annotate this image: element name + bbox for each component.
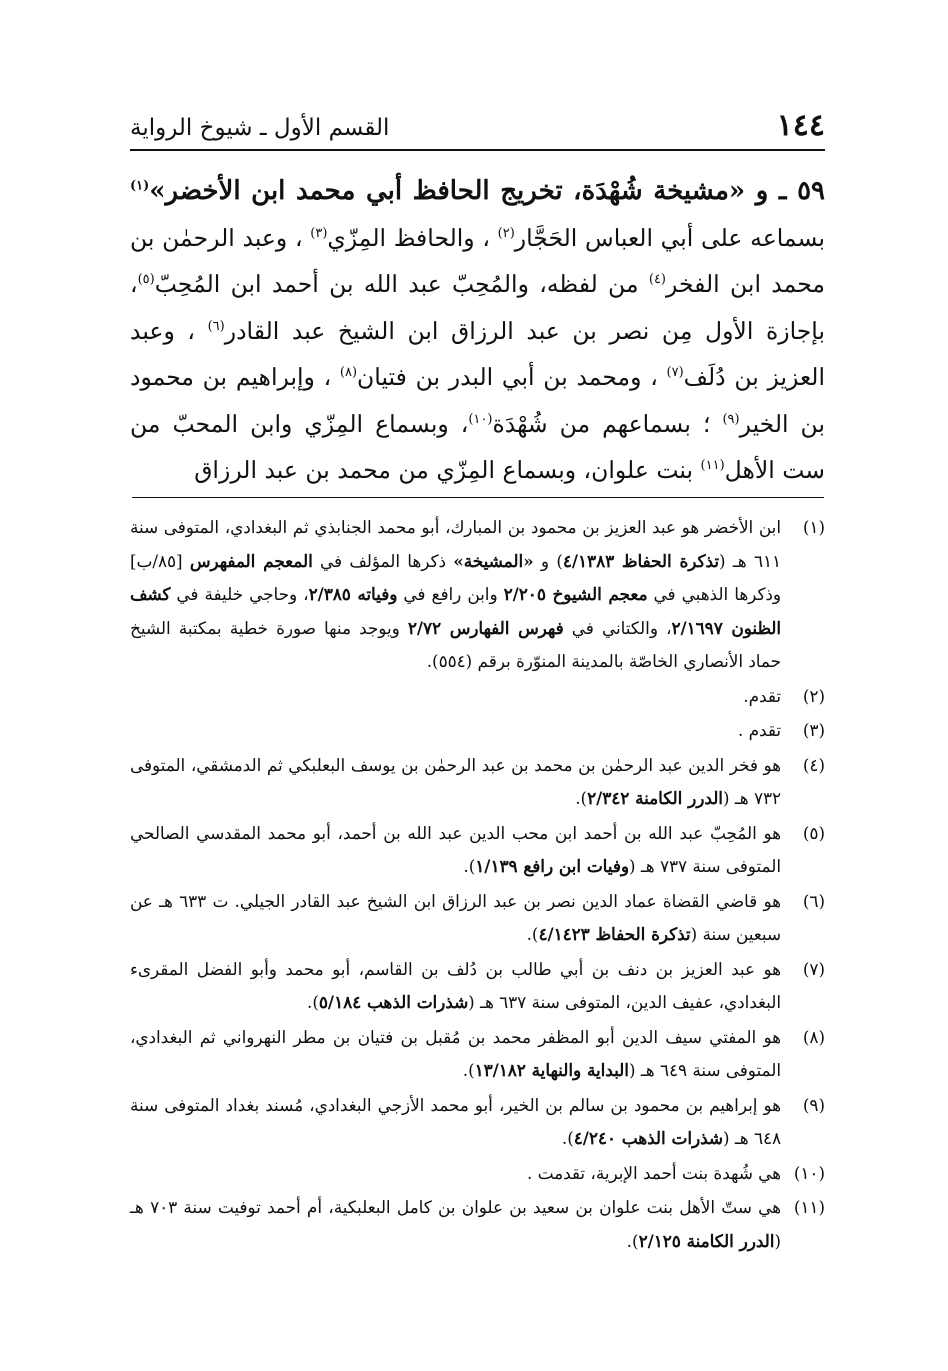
footnote	[130, 714, 825, 748]
footnote-text	[130, 885, 781, 952]
footnote-text-run: هو عبد العزيز بن دنف بن أبي طالب بن دُلف بن القاسم، أبو محمد وأبو الفضل المقرىء البغدادي، عفيف الدين، المتوفى سنة ٦٣٧ هـ (	[130, 958, 781, 1012]
footnote-citation: البداية والنهاية ١٣/١٨٢	[474, 1060, 629, 1080]
entry-text-run: بنت علوان، وبسماع المِزّي من محمد بن عبد الرزاق	[194, 456, 701, 484]
footnote-ref[interactable]: (٨)	[339, 365, 358, 381]
footnote-citation: الدرر الكامنة ٢/١٢٥	[638, 1230, 775, 1251]
footnote-citation: الدرر الكامنة ٢/٣٤٢	[587, 788, 723, 808]
running-title: القسم الأول ـ شيوخ الرواية	[130, 115, 390, 141]
footnote-citation: شذرات الذهب ٥/١٨٤	[318, 992, 469, 1012]
footnote-number: (٥)	[802, 822, 825, 843]
footnote-text-run: [٨٥/ب] وذكرها الذهبي في	[130, 550, 782, 604]
entry-body	[130, 224, 825, 485]
footnote-number: (٧)	[802, 958, 825, 979]
footnote-text	[130, 817, 781, 884]
footnote-text-run: ).	[463, 856, 476, 876]
footnote-number: (٦)	[802, 890, 825, 911]
entry-text-run: ، ومحمد بن أبي البدر بن فتيان	[357, 363, 667, 391]
footnote-text	[130, 1191, 781, 1258]
footnote	[130, 511, 825, 679]
footnote-ref[interactable]: (٧)	[666, 365, 684, 381]
entry-text-run: ، وعبد الرحمٰن بن محمد ابن الفخر	[130, 223, 825, 298]
footnote-text	[130, 511, 781, 679]
entry-text-run: من لفظه، والمُحِبّ عبد الله بن أحمد ابن المُحِبّ	[154, 270, 649, 298]
footnote-number: (١١)	[793, 1197, 825, 1217]
footnote	[130, 1157, 825, 1191]
footnote-citation: وفيات ابن رافع ١/١٣٩	[475, 856, 629, 876]
page-number: ١٤٤	[776, 108, 825, 143]
footnote-citation: فهرس الفهارس ٢/٧٢	[407, 617, 564, 638]
footnote-text-run: ذكرها المؤلف في	[312, 550, 454, 571]
footnote-number: (٣)	[802, 720, 825, 740]
footnote-text	[130, 714, 781, 748]
entry-text-run: ، وعبد العزيز بن دُلَف	[130, 316, 825, 391]
footnote	[130, 953, 825, 1020]
footnote-ref[interactable]: (٢)	[497, 225, 515, 241]
footnote-ref[interactable]: (٦)	[207, 318, 225, 334]
page-header	[130, 105, 825, 151]
footnote-text-run: ).	[626, 1230, 639, 1251]
footnote-text-run: هي ستّ الأهل بنت علوان بن سعيد بن علوان بن كامل البعلبكية، أم أحمد توفيت سنة ٧٠٣ هـ (	[130, 1197, 781, 1251]
footnote-text-run: ).	[462, 1060, 475, 1080]
footnote-number: (٤)	[802, 754, 825, 775]
footnote-ref[interactable]: (٣)	[310, 225, 328, 241]
footnote	[130, 885, 825, 952]
footnote-text-run: هو فخر الدين عبد الرحمٰن بن محمد بن عبد الرحمٰن بن يوسف البعلبكي ثم الدمشقي، المتوفى ٧٣٢ هـ (	[130, 754, 781, 808]
footnote-text-run: ، والكتاني في	[563, 617, 672, 638]
entry-paragraph	[130, 168, 825, 494]
entry-text-run: ، وبسماع المِزّي وابن المحبّ من ست الأهل	[130, 409, 825, 484]
footnote	[130, 680, 825, 714]
footnote-citation: معجم الشيوخ ٢/٢٠٥	[503, 584, 648, 604]
footnote-text-run: ، وحاجي خليفة في	[170, 584, 309, 604]
footnote-text-run: تقدم.	[743, 685, 781, 706]
footnote-text	[130, 953, 781, 1020]
footnote-number: (١)	[802, 517, 825, 537]
footnote-text-run: وابن رافع في	[397, 584, 504, 604]
footnote-citation: «المشيخة»	[453, 550, 534, 571]
footnote	[130, 749, 825, 816]
footnote-text-run: ).	[575, 788, 588, 808]
footnotes-section	[130, 511, 825, 1259]
footnote-text-run: هو قاضي القضاة عماد الدين نصر بن عبد الرزاق ابن الشيخ عبد القادر الجيلي. ت ٦٣٣ هـ عن سبعين سنة (	[130, 890, 781, 944]
footnote-ref[interactable]: (١١)	[700, 458, 725, 474]
footnote-ref[interactable]: (٩)	[722, 411, 740, 427]
footnote	[130, 1089, 825, 1156]
footnote-text	[130, 1089, 781, 1156]
footnote-citation: وفياته ٢/٣٨٥	[308, 584, 398, 604]
entry-text-run: ، والحافظ المِزّي	[327, 223, 498, 252]
footnote-citation: كشف الظنون ٢/١٦٩٧	[130, 584, 781, 638]
footnote	[130, 817, 825, 884]
entry-text-run: ، بإجازة الأول مِن نصر بن عبد الرزاق ابن الشيخ عبد القادر	[130, 270, 826, 345]
footnote-text-run: ).	[561, 1128, 574, 1148]
footnote-ref[interactable]: (١٠)	[468, 411, 493, 427]
footnote-ref[interactable]: (٤)	[648, 272, 666, 288]
footnote-text-run: هو إبراهيم بن محمود بن سالم بن الخير، أبو محمد الأزجي البغدادي، مُسند بغداد المتوفى سنة ٦٤٨ هـ (	[130, 1094, 781, 1148]
footnote-ref[interactable]: (٥)	[137, 272, 155, 288]
entry-text-run: ، وإبراهيم بن محمود بن الخير	[130, 363, 825, 438]
footnote-text-run: ) و	[533, 550, 563, 571]
entry-heading-text: ٥٩ ـ و «مشيخة شُهْدَة، تخريج الحافظ أبي محمد ابن الأخضر»	[149, 176, 825, 206]
footnote-number: (١٠)	[793, 1162, 825, 1183]
entry-heading-footnote-ref[interactable]: (١)	[130, 178, 150, 194]
footnote-text-run: ).	[307, 992, 319, 1012]
footnote-text-run: تقدم .	[737, 720, 781, 740]
footnote	[130, 1191, 825, 1258]
entry-text-run: بسماعه على أبي العباس الحَجَّار	[514, 223, 825, 252]
entry-text-run: ؛ بسماعهم من شُهْدَة	[492, 409, 723, 438]
footnote-text-run: هو المُحِبّ عبد الله بن أحمد ابن محب الدين عبد الله بن أحمد، أبو محمد المقدسي الصالحي المتوفى سنة ٧٣٧ هـ (	[130, 822, 781, 876]
footnote-text-run: هو المفتي سيف الدين أبو المظفر محمد بن مُقبل بن فتيان بن مطر النهرواني ثم البغدادي، المتوفى سنة ٦٤٩ هـ (	[130, 1026, 781, 1080]
footnote-citation: تذكرة الحفاظ ٤/١٤٢٣	[538, 924, 691, 944]
footnote-text	[130, 1021, 781, 1088]
footnote-citation: المعجم المفهرس	[189, 550, 313, 571]
footnote-number: (٨)	[802, 1026, 825, 1047]
footnote-number: (٩)	[802, 1094, 825, 1115]
footnote-text	[130, 749, 781, 816]
footnote-text-run: ).	[526, 924, 539, 944]
footnote-text	[130, 1157, 781, 1191]
entry-heading	[130, 176, 825, 206]
footnote-separator	[132, 497, 824, 498]
footnote-text-run: ابن الأخضر هو عبد العزيز بن محمود بن المبارك، أبو محمد الجنابذي ثم البغدادي، المتوفى سنة ٦١١ هـ (	[130, 517, 781, 571]
footnote	[130, 1021, 825, 1088]
footnote-number: (٢)	[802, 685, 825, 706]
footnote-citation: شذرات الذهب ٤/٢٤٠	[573, 1128, 723, 1148]
footnote-citation: تذكرة الحفاظ ٤/١٣٨٣	[562, 550, 719, 571]
footnote-text-run: ويوجد منها صورة خطية بمكتبة الشيخ حماد الأنصاري الخاصّة بالمدينة المنوّرة برقم (٥٥٤).	[130, 617, 781, 671]
footnote-text	[130, 680, 781, 714]
footnote-text-run: هي شُهدة بنت أحمد الإبرية، تقدمت .	[526, 1162, 781, 1183]
